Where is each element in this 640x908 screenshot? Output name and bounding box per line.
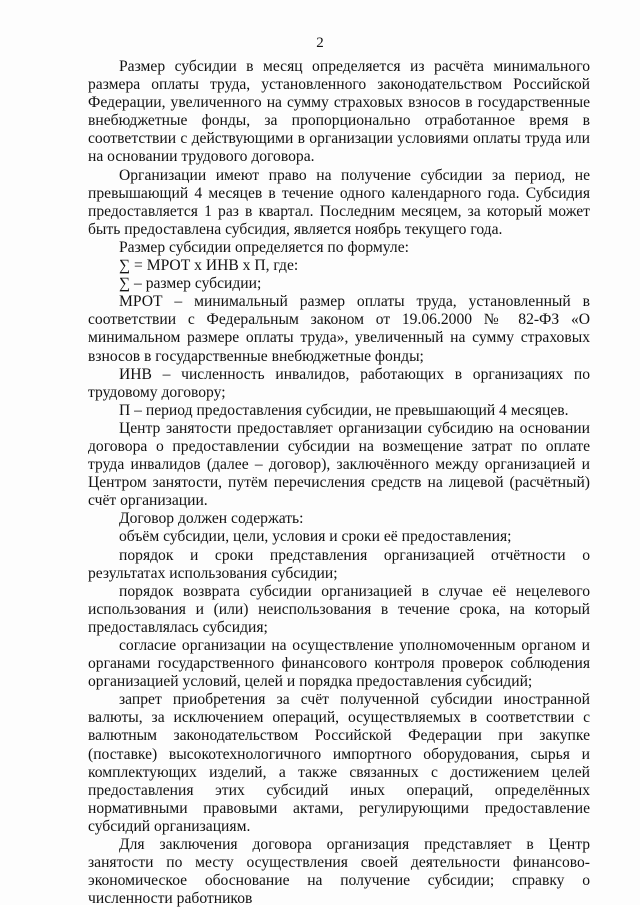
list-item-return: порядок возврата субсидии организацией в случае её нецелевого использования и (или) неиспользования в течение срока, на который предоставлялась субсидия; xyxy=(88,582,590,636)
paragraph-formula: ∑ = МРОТ х ИНВ х П, где: xyxy=(119,257,299,275)
paragraph-mrot-definition: МРОТ – минимальный размер оплаты труда, установленный в соответствии с Федеральным законом от 19.06.2000 № 82-ФЗ «О минимальном размере оплаты труда», увеличенный на сумму страховых взносов в государственные внебюджетные фонды; xyxy=(88,293,590,365)
list-item-volume: объём субсидии, цели, условия и сроки её предоставления; xyxy=(119,528,512,546)
paragraph-contract-docs: Для заключения договора организация представляет в Центр занятости по месту осуществления своей деятельности финансово-экономическое обоснование на получение субсидии; справку о численности работников xyxy=(88,836,590,908)
paragraph-contract-contents: Договор должен содержать: xyxy=(119,510,304,528)
document-body xyxy=(88,58,590,908)
list-item-reporting: порядок и сроки представления организацией отчётности о результатах использования субсидии; xyxy=(88,546,590,582)
paragraph-formula-intro: Размер субсидии определяется по формуле: xyxy=(119,238,409,256)
paragraph-subsidy-period: Организации имеют право на получение субсидии за период, не превышающий 4 месяцев в течение одного календарного года. Субсидия предоставляется 1 раз в квартал. Последним месяцем, за который может быть предоставлена субсидия, является ноябрь текущего года. xyxy=(88,166,590,238)
paragraph-subsidy-size: Размер субсидии в месяц определяется из расчёта минимального размера оплаты труда, установленного законодательством Российской Федерации, увеличенного на сумму страховых взносов в государственные внебюджетные фонды, за пропорционально отработанное время в соответствии с действующими в организации условиями оплаты труда или на основании трудового договора. xyxy=(88,58,590,166)
paragraph-inv-definition: ИНВ – численность инвалидов, работающих в организациях по трудовому договору; xyxy=(88,365,590,401)
paragraph-sum-definition: ∑ – размер субсидии; xyxy=(119,275,262,293)
page-number: 2 xyxy=(316,35,324,51)
list-item-consent: согласие организации на осуществление уполномоченным органом и органами государственного финансового контроля проверок соблюдения организацией условий, целей и порядка предоставления субсидий; xyxy=(88,637,590,691)
paragraph-p-definition: П – период предоставления субсидии, не превышающий 4 месяцев. xyxy=(119,401,569,419)
paragraph-center-payment: Центр занятости предоставляет организации субсидию на основании договора о предоставлении субсидии на возмещение затрат по оплате труда инвалидов (далее – договор), заключённого между организацией и Центром занятости, путём перечисления средств на лицевой (расчётный) счёт организации. xyxy=(88,419,590,510)
list-item-currency-ban: запрет приобретения за счёт полученной субсидии иностранной валюты, за исключением операций, осуществляемых в соответствии с валютным законодательством Российской Федерации при закупке (поставке) высокотехнологичного импортного оборудования, сырья и комплектующих изделий, а также связанных с достижением целей предоставления этих субсидий иных операций, определённых нормативными правовыми актами, регулирующими предоставление субсидий организациям. xyxy=(88,691,590,835)
